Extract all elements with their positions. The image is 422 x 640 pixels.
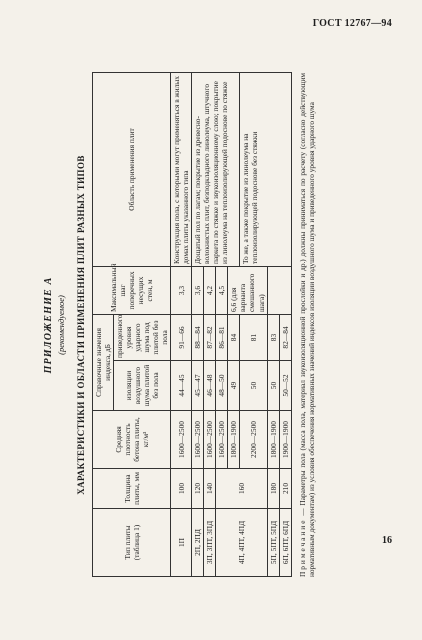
table-title: ХАРАКТЕРИСТИКИ И ОБЛАСТИ ПРИМЕНЕНИЯ ПЛИТ РАЗНЫХ ТИПОВ	[76, 155, 86, 495]
header-impact: приведенного уровня ударного шума под плитой без пола	[114, 314, 171, 360]
cell-type: 2П, 2ПД	[192, 509, 204, 577]
header-density: Средняя плотность бетона плиты, кг/м³	[93, 411, 171, 469]
header-airborne: изоляции воздушного шума плитой без пола	[114, 361, 171, 411]
cell-airborne: 49	[228, 361, 240, 411]
cell-density: 1600—2500	[204, 411, 216, 469]
note-lead: Примечание	[297, 518, 307, 577]
cell-application: Конструкция пола, с которыми могут применяться в жилых домах плиты указанного типа	[171, 72, 192, 266]
cell-thickness: 140	[204, 469, 216, 509]
cell-span	[267, 266, 291, 314]
cell-impact: 86—81	[216, 314, 228, 360]
cell-impact: 91—66	[171, 314, 192, 360]
cell-type: 3П, 3ПТ, 3ПД	[204, 509, 216, 577]
cell-thickness: 160	[216, 469, 267, 509]
header-thickness: Толщина плиты, мм	[93, 469, 171, 509]
document-code: ГОСТ 12767—94	[312, 18, 392, 29]
cell-impact: 88—84	[192, 314, 204, 360]
cell-density: 1800—1900	[267, 411, 279, 469]
table-row	[192, 72, 204, 576]
cell-airborne: 50—52	[279, 361, 291, 411]
cell-density: 1600—2500	[171, 411, 192, 469]
cell-airborne: 50	[240, 361, 267, 411]
cell-density: 1600—2500	[216, 411, 228, 469]
cell-span: 6,6 (для варианта смешанного шага)	[228, 266, 267, 314]
cell-thickness: 120	[192, 469, 204, 509]
cell-density: 1600—2500	[192, 411, 204, 469]
characteristics-table	[92, 72, 292, 577]
header-type: Тип плиты (таблица 1)	[93, 509, 171, 577]
cell-thickness: 100	[171, 469, 192, 509]
cell-span: 4,2	[204, 266, 216, 314]
note-text: — Параметры пола (масса пола, материал звукоизоляционной прослойки и др.) должны приниматься по расчету (согласно действующим нормативным документам) из условия обеспечения нормативных значений индексов изоляции воздушного шума и приведенного уровня ударного шума	[297, 73, 317, 577]
cell-type: 1П	[171, 509, 192, 577]
cell-application: Дощатый пол по лагам; покрытие из древесно-волокнистых плит, безподкладного линолеума, штучного паркета по стяжке и звукоизоляционному слою; покрытие из линолеума на теплоизолирующей подоснове по стяжке	[192, 72, 240, 266]
cell-type: 6П, 6ПТ, 6ПД	[279, 509, 291, 577]
cell-span: 3,3	[171, 266, 192, 314]
cell-airborne: 48—50	[216, 361, 228, 411]
cell-impact: 81	[240, 314, 267, 360]
header-ref-values: Справочные значения индекса, дБ	[93, 314, 114, 410]
rotated-page-content	[43, 67, 379, 583]
cell-density: 1800—1900	[228, 411, 240, 469]
table-row	[171, 72, 192, 576]
header-span: Максимальный шаг поперечных несущих стен, м	[93, 266, 171, 314]
cell-impact: 87—82	[204, 314, 216, 360]
appendix-subtitle: (рекомендуемое)	[56, 295, 66, 355]
cell-application: То же, а также покрытие из линолеума на теплоизолирующей подоснове без стяжки	[240, 72, 291, 266]
cell-airborne: 44—45	[171, 361, 192, 411]
cell-airborne: 50	[267, 361, 279, 411]
cell-density: 1900—1900	[279, 411, 291, 469]
table-note	[298, 73, 317, 577]
cell-airborne: 45—47	[192, 361, 204, 411]
cell-impact: 82—84	[279, 314, 291, 360]
cell-span: 4,5	[216, 266, 228, 314]
cell-impact: 84	[228, 314, 240, 360]
cell-density: 2200—2500	[240, 411, 267, 469]
appendix-title: ПРИЛОЖЕНИЕ А	[43, 276, 54, 374]
cell-thickness: 180	[267, 469, 279, 509]
page-number: 16	[382, 535, 392, 546]
header-application: Область применения плит	[93, 72, 171, 266]
cell-airborne: 46—48	[204, 361, 216, 411]
cell-impact: 83	[267, 314, 279, 360]
cell-thickness: 210	[279, 469, 291, 509]
cell-span: 3,6	[192, 266, 204, 314]
cell-type: 4П, 4ПТ, 4ПД	[216, 509, 267, 577]
cell-type: 5П, 5ПТ, 5ПД	[267, 509, 279, 577]
